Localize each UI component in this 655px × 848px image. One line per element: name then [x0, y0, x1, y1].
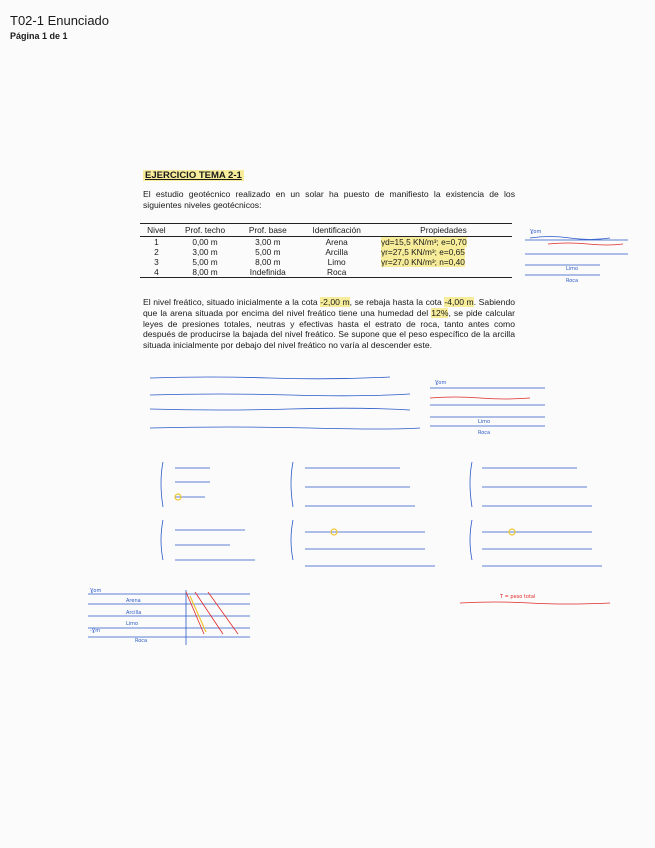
sketch3-label-arcilla: Arcilla	[126, 610, 142, 616]
sketch3-label-ym: -Ɣm	[90, 628, 101, 634]
legend-peso-total: T = peso total	[500, 594, 536, 600]
page-indicator: Página 1 de 1	[10, 31, 68, 41]
sketch3-label-arena: Arena	[126, 598, 141, 604]
humidity-highlight: 12%	[431, 307, 449, 318]
sketch-label-top: Ɣom	[530, 229, 542, 235]
sketch3-label-top: Ɣom	[90, 588, 102, 594]
col-id: Identificación	[298, 224, 375, 237]
col-base: Prof. base	[237, 224, 298, 237]
final-level-highlight: -4,00 m	[444, 297, 474, 307]
statement-text: El nivel freático, situado inicialmente a la cota	[143, 297, 321, 307]
sketch-label-limo: Limo	[566, 266, 579, 272]
cell-nivel: 1	[154, 237, 159, 247]
cell-techo: 3,00 m	[192, 247, 218, 257]
prop-highlight: γd=15,5 KN/m³; e=0,70	[380, 237, 467, 247]
sketch3-label-roca: Roca	[135, 638, 148, 644]
sketch2-label-limo: Limo	[478, 419, 491, 425]
col-techo: Prof. techo	[173, 224, 237, 237]
cell-base: 5,00 m	[255, 247, 281, 257]
cell-id: Limo	[327, 257, 346, 267]
cell-id: Roca	[298, 267, 375, 278]
cell-techo: 8,00 m	[173, 267, 237, 278]
document-title: T02-1 Enunciado	[10, 13, 110, 28]
cell-base: 3,00 m	[255, 237, 281, 247]
col-nivel: Nivel	[140, 224, 173, 237]
cell-id: Arena	[325, 237, 348, 247]
sketch2-label-roca: Roca	[478, 430, 491, 436]
statement-text: . Sabiendo que la arena situada por encima del nivel freático tiene una humedad del	[143, 297, 515, 318]
prop-highlight: γr=27,0 KN/m³; n=0,40	[380, 257, 465, 267]
prop-highlight: γr=27,5 KN/m³; e=0,65	[380, 247, 465, 257]
cell-base: 8,00 m	[255, 257, 281, 267]
statement-text: , se rebaja hasta la cota	[349, 297, 445, 307]
col-prop: Propiedades	[375, 224, 512, 237]
sketch2-label-top: Ɣom	[435, 380, 447, 386]
initial-level-highlight: -2,00 m	[320, 297, 350, 307]
cell-techo: 5,00 m	[192, 257, 218, 267]
exercise-intro: El estudio geotécnico realizado en un solar ha puesto de manifiesto la existencia de los siguientes niveles geotécnicos:	[143, 189, 515, 210]
cell-nivel: 3	[154, 257, 159, 267]
cell-id: Arcilla	[325, 247, 348, 257]
cell-nivel: 4	[140, 267, 173, 278]
sketch-label-roca: Roca	[566, 278, 579, 284]
statement-text: , se pide calcular leyes de presiones totales, neutras y efectivas hasta el estrato de roca, tanto antes como después de producirse la bajada del nivel freático. Se supone que el peso específico de la arcilla situada inicialmente por debajo del nivel freático no varía al descender este.	[143, 307, 515, 351]
cell-nivel: 2	[154, 247, 159, 257]
exercise-title: EJERCICIO TEMA 2-1	[145, 170, 242, 181]
cell-techo: 0,00 m	[192, 237, 218, 247]
cell-base: Indefinida	[237, 267, 298, 278]
sketch3-label-limo: Limo	[126, 621, 139, 627]
